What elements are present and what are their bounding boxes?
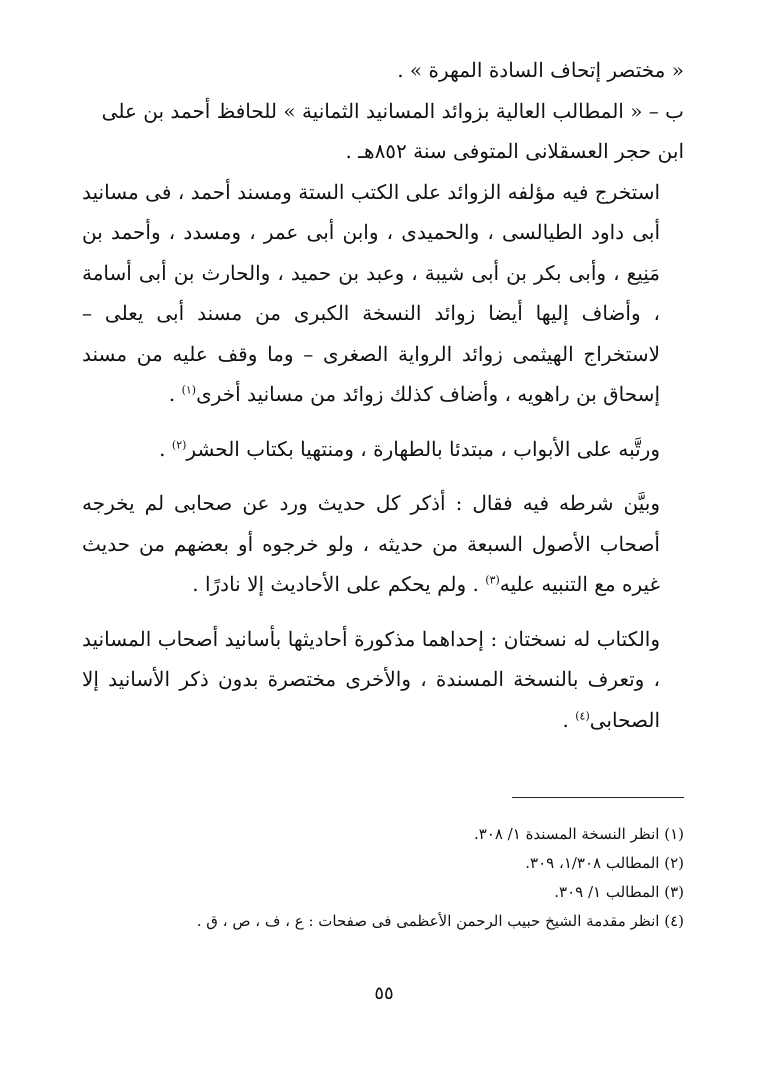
footnotes [82,820,684,936]
text-line: مسند إسحاق بن راهويه ، وأضاف كذلك زوائد من مسانيد أخرى [82,341,660,406]
paragraph-6 [82,619,684,741]
text-tail: . ولم يحكم على الأحاديث إلا نادرًا . [192,572,486,596]
text-tail: . [159,436,172,461]
main-text [82,50,684,740]
footnote-ref-4: (٤) [575,708,590,722]
text-line: ورتَّبه على الأبواب ، مبتدئا بالطهارة ، ومنتهيا بكتاب الحشر [186,436,660,461]
text-line: المسانيد ، وتعرف بالنسخة المسندة ، والأخرى مختصرة بدون ذكر [82,626,660,691]
paragraph-4 [82,429,684,470]
text-line: الأسانيد إلا الصحابى [82,667,660,732]
text-line: ابن حجر العسقلانى المتوفى سنة ٨٥٢هـ . [345,139,684,163]
footnote-1: (١) انظر النسخة المسندة ١/ ٣٠٨. [473,825,684,843]
text-tail: . [562,707,576,732]
footnote-ref-3: (٣) [485,573,500,587]
paragraph-1 [82,50,684,91]
paragraph-2 [82,91,684,172]
text-tail: . [168,382,182,406]
text-line: وبيَّن شرطه فيه فقال : أذكر كل حديث ورد عن صحابى لم يخرجه [82,491,660,515]
text-line: أصحاب الأصول السبعة من حديثه ، ولو خرجوه أو بعضهم من حديث [82,531,660,556]
page-number: ٥٥ [374,983,394,1004]
paragraph-5 [82,483,684,605]
footnote-ref-2: (٢) [171,437,187,451]
text-line: « مختصر إتحاف السادة المهرة » . [397,58,684,82]
text-line: والكتاب له نسختان : إحداهما مذكورة أحاديثها بأسانيد أصحاب [157,626,661,651]
footnote-ref-1: (١) [181,383,197,397]
footnote-4: (٤) انظر مقدمة الشيخ حبيب الرحمن الأعظمى فى صفحات : ع ، ف ، ص ، ق . [196,912,684,930]
footnote-3: (٣) المطالب ١/ ٣٠٩. [554,883,684,901]
text-line: مسانيد أبى داود الطيالسى ، والحميدى ، وابن أبى عمر ، ومسدد ، [82,179,660,244]
text-line: ب – « المطالب العالية بزوائد المسانيد الثمانية » للحافظ أحمد بن على [101,98,684,123]
text-line: غيره مع التنبيه عليه [499,572,660,596]
text-line: وأحمد بن مَنِيع ، وأبى بكر بن أبى شيبة ، وعبد بن حميد ، والحارث بن [82,220,661,285]
text-line: استخرج فيه مؤلفه الزوائد على الكتب الستة ومسند أحمد ، فى [145,179,661,204]
paragraph-3 [82,172,684,415]
footnote-2: (٢) المطالب ١/٣٠٨، ٣٠٩. [525,854,684,872]
text-line: أبى أسامة ، وأضاف إليها أيضا زوائد النسخة الكبرى من مسند أبى [82,260,660,325]
footnote-divider [512,797,684,798]
text-line: يعلى – لاستخراج الهيثمى زوائد الرواية الصغرى – وما وقف عليه من [82,301,660,366]
